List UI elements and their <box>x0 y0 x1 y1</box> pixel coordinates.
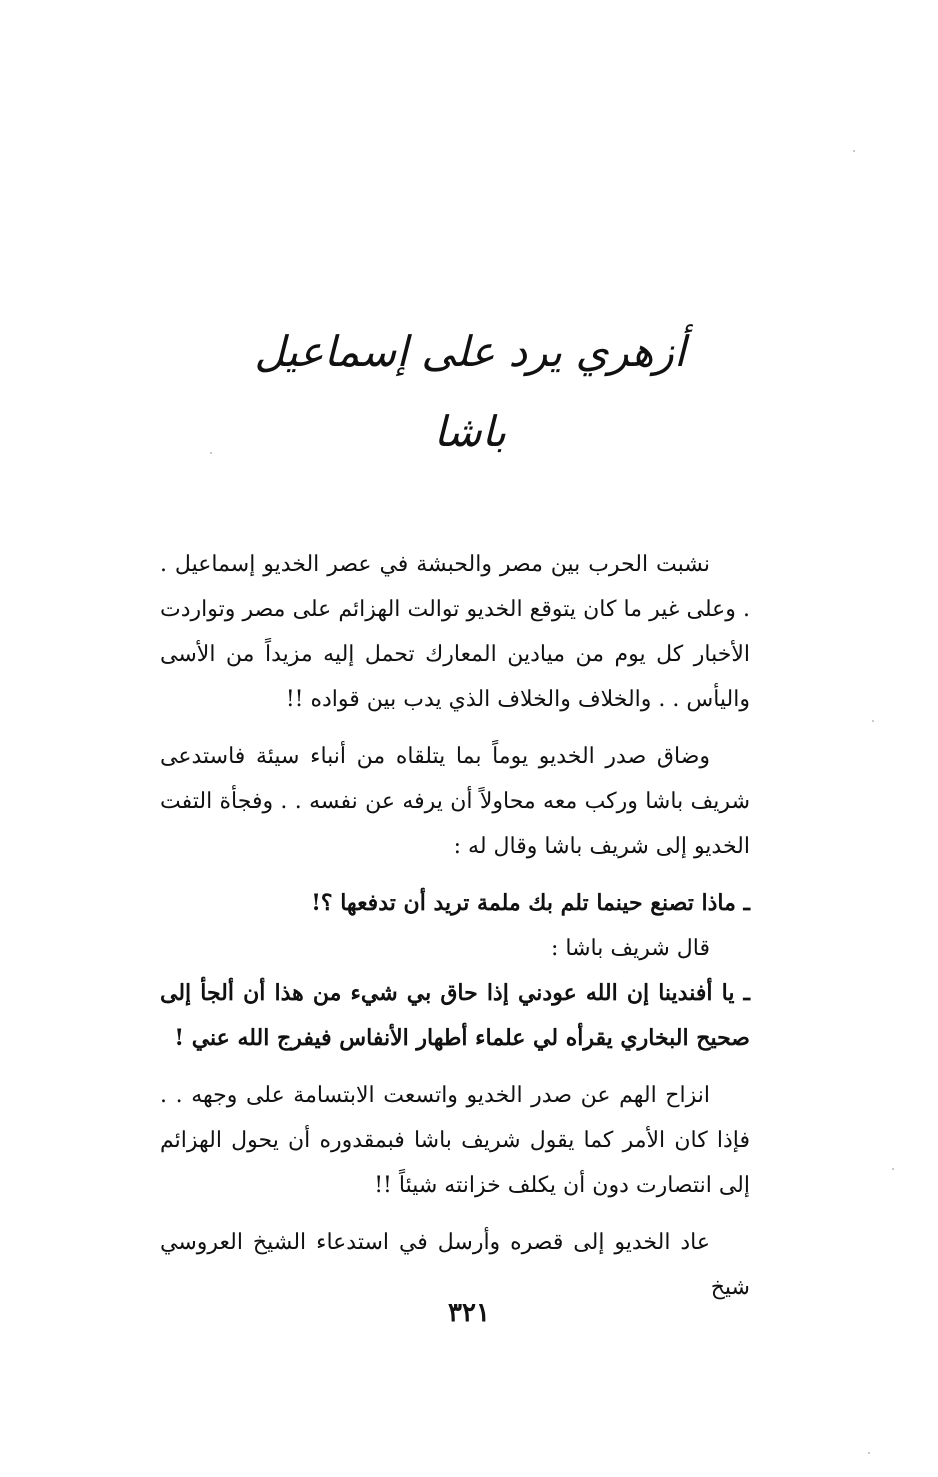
page-speck <box>872 720 874 722</box>
page-speck <box>892 1168 894 1170</box>
dialogue <box>160 881 750 1061</box>
paragraph-2: وضاق صدر الخديو يوماً بما يتلقاه من أنباء سيئة فاستدعى شريف باشا وركب معه محاولاً أن يرفه عن نفسه . . وفجأة التفت الخديو إلى شريف باشا وقال له : <box>160 744 750 859</box>
page-speck <box>868 1452 870 1454</box>
chapter-title: أزهري يرد على إسماعيل باشا <box>254 327 686 456</box>
paragraph-1: نشبت الحرب بين مصر والحبشة في عصر الخديو إسماعيل . . وعلى غير ما كان يتوقع الخديو توالت الهزائم على مصر وتواردت الأخبار كل يوم من ميادين المعارك تحمل إليه مزيداً من الأسى واليأس . . والخلاف والخلاف الذي يدب بين قواده !! <box>160 552 750 712</box>
khedive-question: ـ ماذا تصنع حينما تلم بك ملمة تريد أن تدفعها ؟! <box>311 890 750 916</box>
paragraph-4: عاد الخديو إلى قصره وأرسل في استدعاء الشيخ العروسي شيخ <box>160 1230 750 1300</box>
page-speck <box>210 452 212 454</box>
page-speck <box>853 150 855 152</box>
paragraph-3: انزاح الهم عن صدر الخديو واتسعت الابتسامة على وجهه . . فإذا كان الأمر كما يقول شريف باشا فبمقدوره أن يحول الهزائم إلى انتصارت دون أن يكلف خزانته شيئاً !! <box>160 1083 750 1198</box>
speaker-line: قال شريف باشا : <box>550 936 710 961</box>
sharif-answer: ـ يا أفندينا إن الله عودني إذا حاق بي شيء من هذا أن ألجأ إلى صحيح البخاري يقرأه لي علماء أطهار الأنفاس فيفرج الله عني ! <box>160 980 750 1051</box>
page-number: ٣٢١ <box>448 1298 490 1328</box>
body-text <box>160 542 750 1322</box>
